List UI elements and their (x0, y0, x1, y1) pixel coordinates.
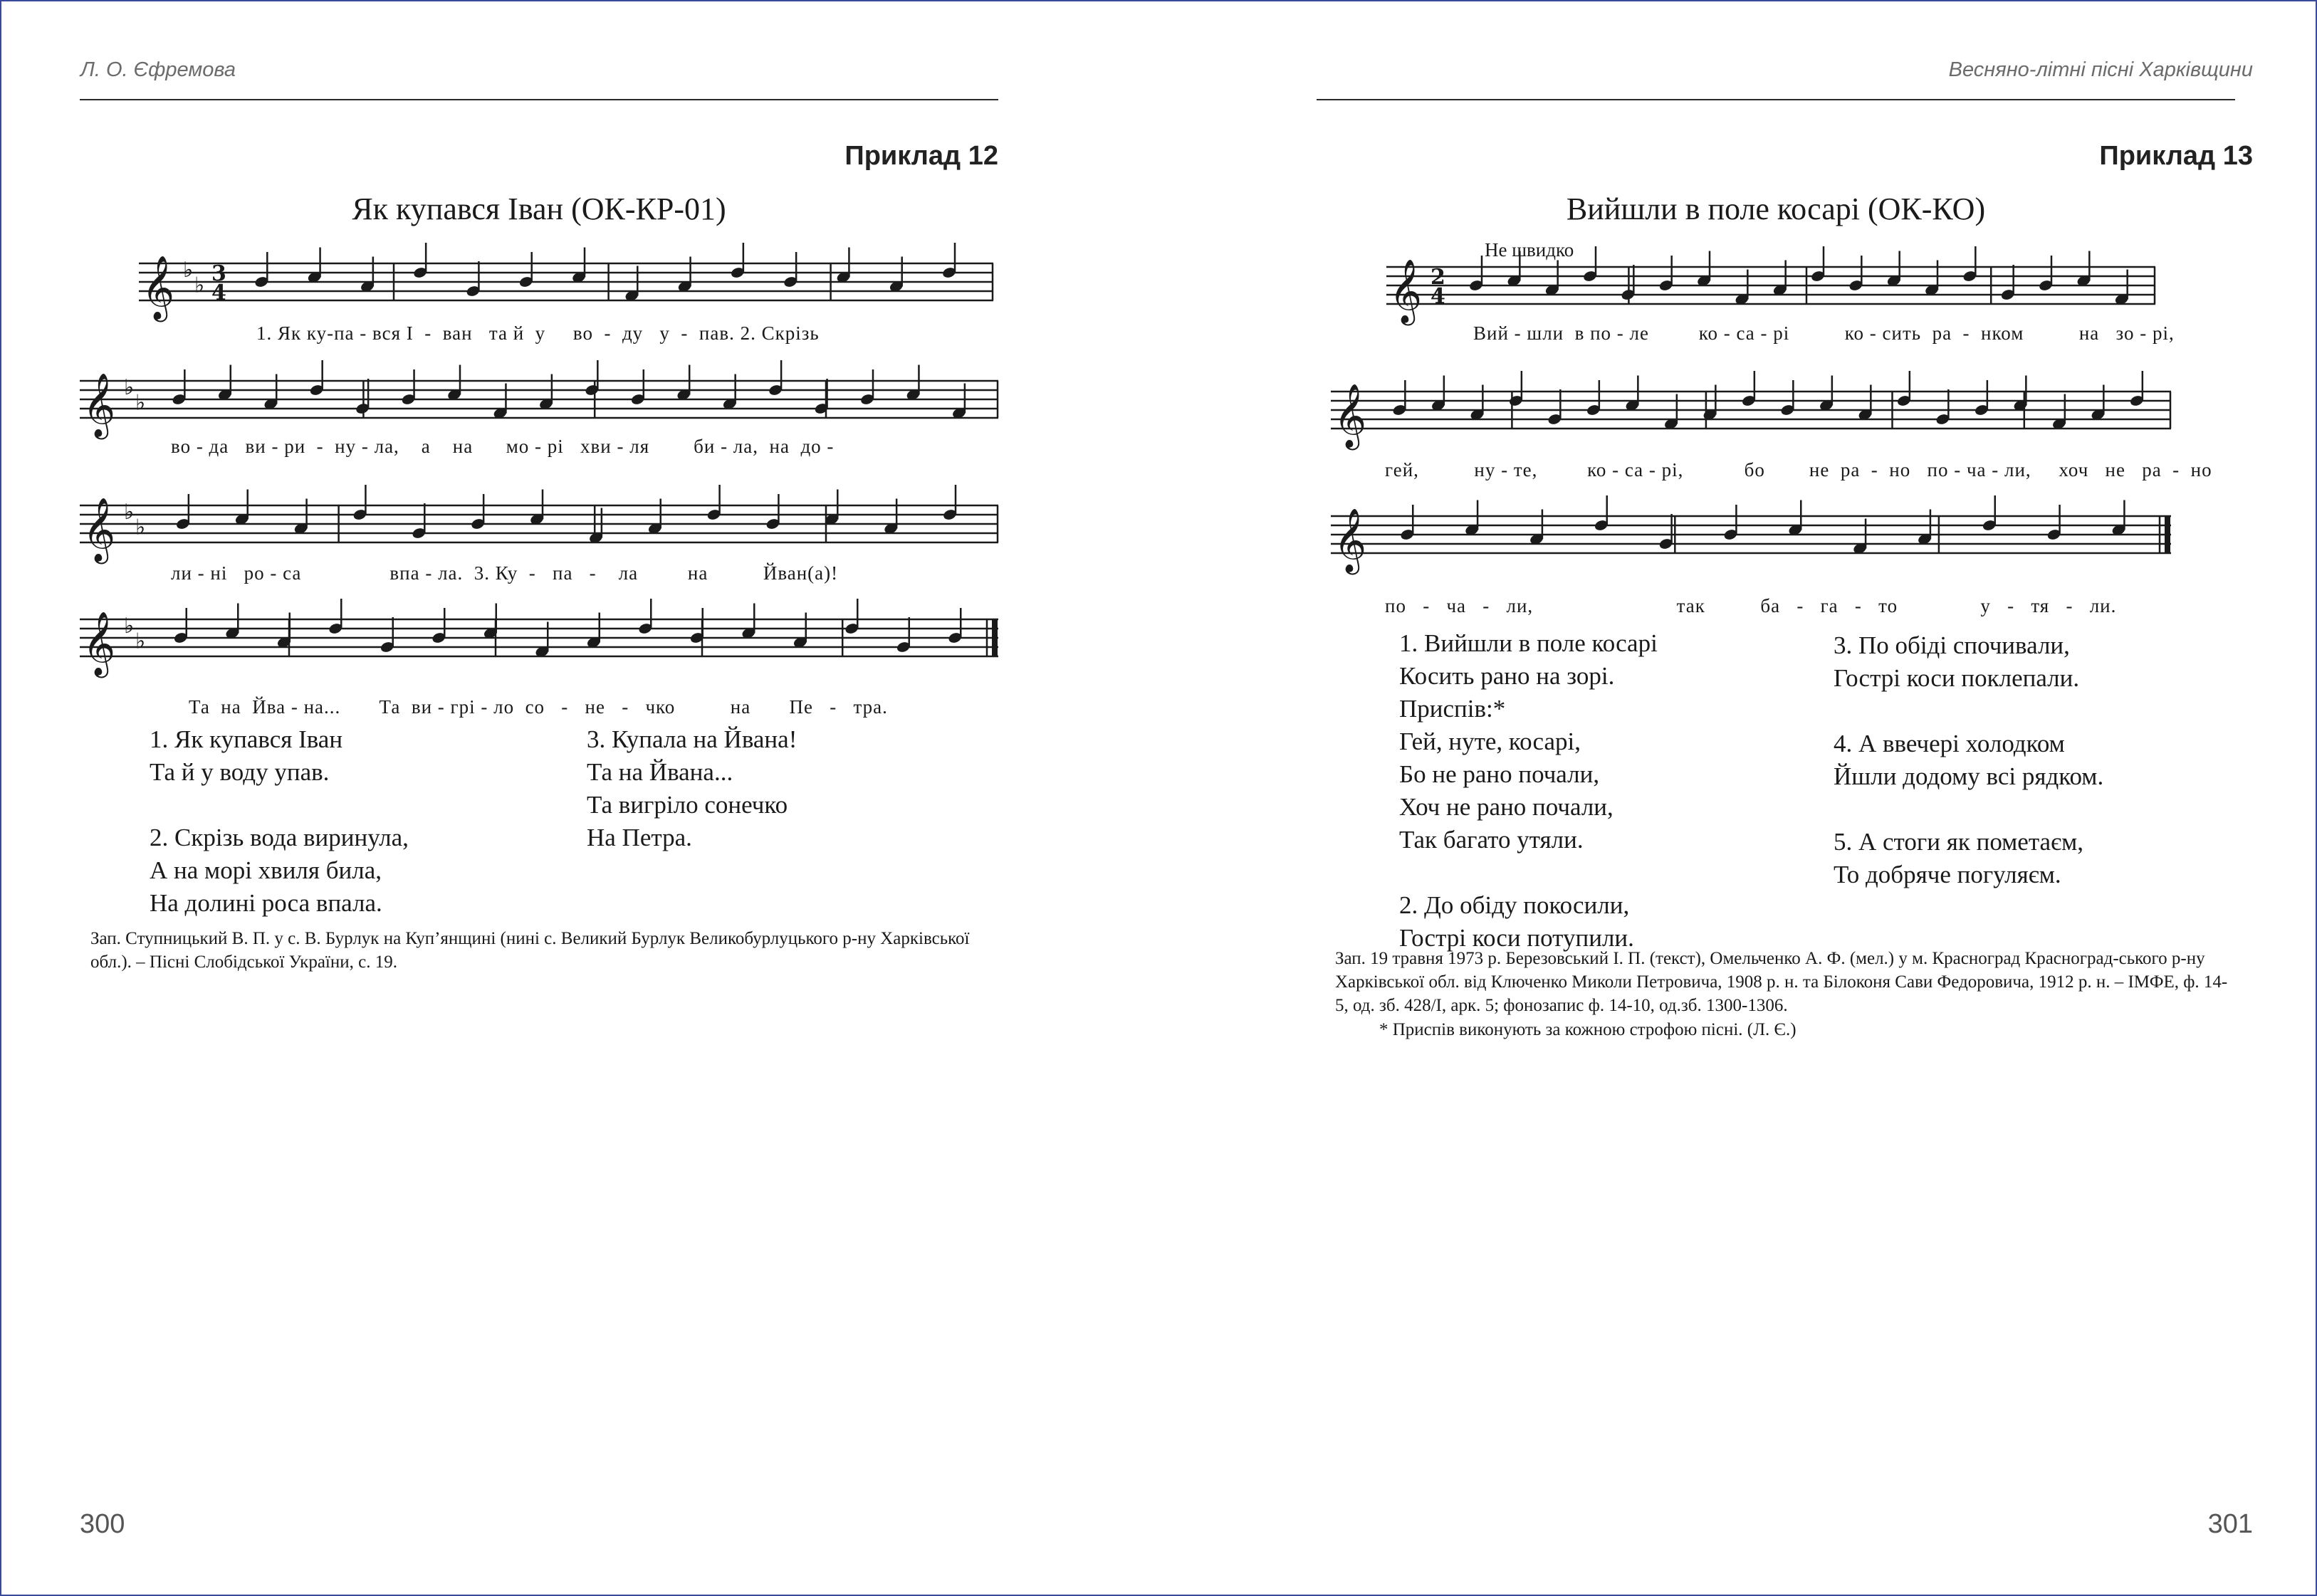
treble-clef-icon: 𝄞 (1334, 508, 1367, 572)
music-staff-1 (139, 249, 993, 320)
lyric-line-1: 1. Як ку-па - вся І - ван та й у во - ду у - пав. 2. Скрізь (256, 322, 820, 344)
flat-icon: ♭ (135, 515, 146, 540)
time-signature: 4 (1431, 284, 1445, 309)
footnote: * Приспів виконують за кожною строфою пісні. (Л. Є.) (1379, 1020, 1796, 1039)
header-rule (1317, 99, 2235, 100)
final-barline (992, 619, 998, 656)
verses-column-2: 3. По обіді спочивали, Гострі коси поклепали. 4. А ввечері холодком Йшли додому всі рядком. 5. А стоги як пометаєм, То добряче погуляєм. (1834, 631, 2104, 888)
flat-icon: ♭ (124, 614, 135, 639)
tempo-marking: Не швидко (1485, 239, 1574, 261)
treble-clef-icon: 𝄞 (142, 256, 175, 320)
music-staff-4 (80, 605, 998, 676)
flat-icon: ♭ (124, 500, 135, 525)
treble-clef-icon: 𝄞 (83, 373, 116, 437)
verses-column-1: 1. Вийшли в поле косарі Косить рано на зорі. Приспів:* Гей, нуте, косарі, Бо не рано почали, Хоч не рано почали, Так багато утяли. 2. До обіду покосили, Гострі коси потупили. (1399, 629, 1658, 952)
verses-column-2: 3. Купала на Йвана! Та на Йвана... Та вигріло сонечко На Петра. (587, 725, 797, 851)
running-head-title: Весняно-літні пісні Харківщини (1948, 58, 2253, 81)
right-page (1158, 0, 2317, 1596)
source-note: Зап. Ступницький В. П. у с. В. Бурлук на Куп’янщині (нині с. Великий Бурлук Великобурлуцького р-ну Харківської обл.). – Пісні Слобідської України, с. 19. (90, 929, 970, 972)
page-number: 300 (80, 1509, 125, 1539)
lyric-line-3: по - ча - ли, так ба - га - то у - тя - ли. (1385, 595, 2117, 616)
verses-column-1: 1. Як купався Іван Та й у воду упав. 2. Скрізь вода виринула, А на морі хвиля била, На долині роса впала. (150, 725, 409, 917)
lyric-line-1: Вий - шли в по - ле ко - са - рі ко - сить ра - нком на зо - рі, (1473, 322, 2175, 344)
music-staff-2 (80, 367, 998, 438)
example-label: Приклад 12 (844, 141, 998, 171)
lyric-line-3: ли - ні ро - са впа - ла. 3. Ку - па - ла на Йван(а)! (171, 562, 839, 584)
flat-icon: ♭ (135, 390, 146, 416)
music-staff-3 (80, 491, 998, 562)
example-label: Приклад 13 (2099, 141, 2253, 171)
treble-clef-icon: 𝄞 (1334, 384, 1367, 448)
time-signature: 4 (211, 280, 226, 305)
lyric-line-2: гей, ну - те, ко - са - рі, бо не ра - но по - ча - ли, хоч не ра - но (1385, 459, 2212, 481)
flat-icon: ♭ (135, 629, 146, 654)
flat-icon: ♭ (183, 258, 194, 283)
time-signature: 3 (211, 261, 226, 286)
header-rule (80, 99, 998, 100)
music-staff-1 (1386, 253, 2155, 324)
running-head-author: Л. О. Єфремова (80, 58, 236, 81)
treble-clef-icon: 𝄞 (83, 498, 116, 562)
lyric-line-4: Та на Йва - на... Та ви - грі - ло со - не - чко на Пе - тра. (189, 696, 888, 718)
final-barline (2165, 516, 2170, 553)
song-title: Як купався Іван (ОК-КР-01) (352, 191, 726, 226)
flat-icon: ♭ (194, 273, 205, 298)
time-signature: 2 (1431, 265, 1445, 290)
left-page (0, 0, 1158, 1596)
source-note: Зап. 19 травня 1973 р. Березовський І. П. (текст), Омельченко А. Ф. (мел.) у м. Красноград Красноград-ського р-ну Харківської обл. від Ключенко Миколи Петровича, 1908 р. н. та Білоконя Сави Федоровича, 1912 р. н. – ІМФЕ, ф. 14-5, од. зб. 428/І, арк. 5; фонозапис ф. 14-10, од.зб. 1300-1306. (1335, 949, 2228, 1015)
page-number: 301 (2207, 1509, 2253, 1539)
music-staff-2 (1331, 377, 2171, 448)
flat-icon: ♭ (124, 375, 135, 400)
treble-clef-icon: 𝄞 (83, 611, 116, 676)
music-staff-3 (1331, 502, 2171, 573)
lyric-line-2: во - да ви - ри - ну - ла, а на мо - рі хви - ля би - ла, на до - (171, 436, 835, 457)
song-title: Вийшли в поле косарі (ОК-КО) (1566, 191, 1986, 226)
treble-clef-icon: 𝄞 (1389, 259, 1423, 323)
